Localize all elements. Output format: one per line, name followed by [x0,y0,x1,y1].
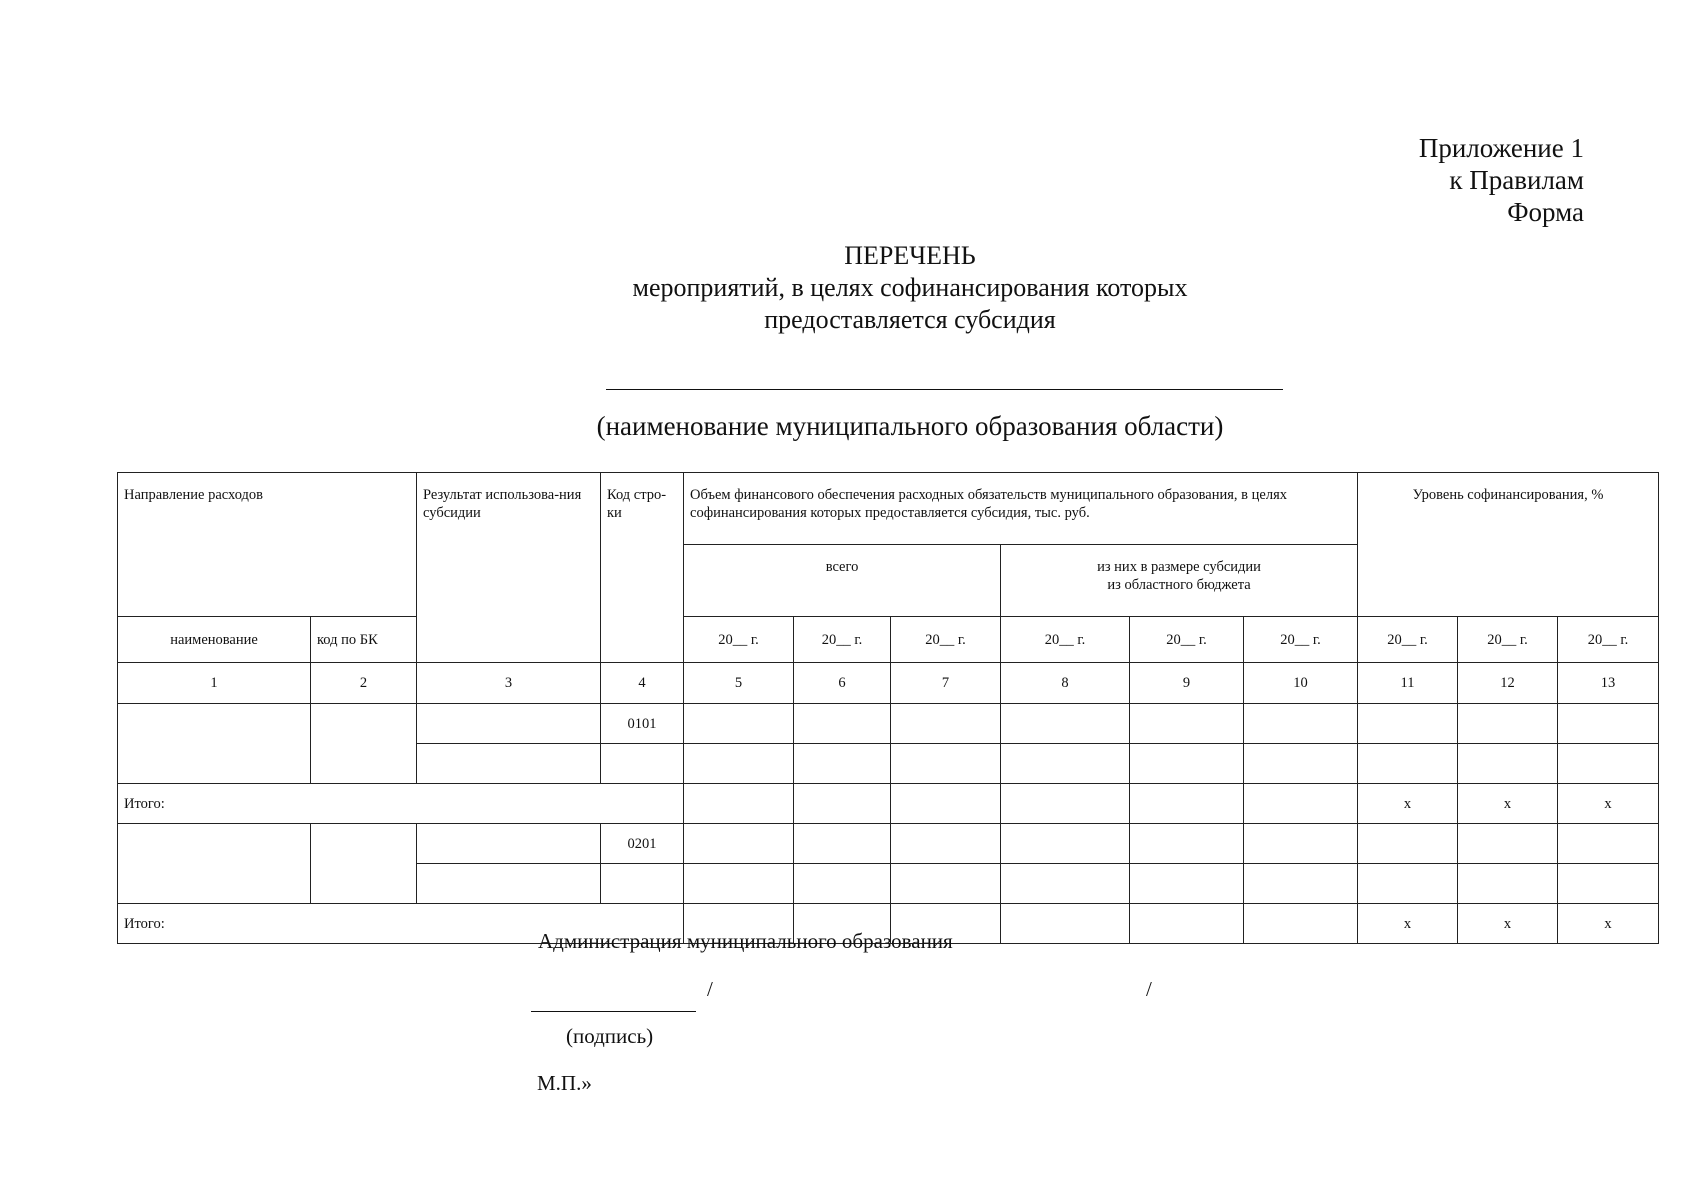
header-year: 20__ г. [1558,617,1659,663]
header-year: 20__ г. [1358,617,1458,663]
appendix-number: Приложение 1 [1418,133,1584,163]
value-cell[interactable] [891,864,1001,904]
not-applicable-mark: x [1358,904,1458,944]
title-line-3: предоставляется субсидия [764,305,1056,334]
value-cell[interactable] [891,704,1001,744]
title-line-2: мероприятий, в целях софинансирования которых [632,273,1188,302]
header-result: Результат использова-ния субсидии [417,473,601,663]
value-cell[interactable] [1130,824,1244,864]
column-number-row [118,663,1659,704]
appendix-header [1419,132,1584,228]
not-applicable-mark: x [1358,784,1458,824]
header-year: 20__ г. [1244,617,1358,663]
bk-code-cell[interactable] [311,824,417,904]
value-cell[interactable] [1130,744,1244,784]
value-cell[interactable] [794,744,891,784]
total-label: Итого: [118,784,684,824]
column-number: 10 [1244,663,1358,704]
header-year: 20__ г. [1001,617,1130,663]
header-row-code: Код стро-ки [601,473,684,663]
result-cell[interactable] [417,864,601,904]
not-applicable-mark: x [1458,784,1558,824]
column-number: 13 [1558,663,1659,704]
value-cell[interactable] [1001,904,1130,944]
header-direction: Направление расходов [118,473,417,617]
header-year: 20__ г. [1458,617,1558,663]
column-number: 1 [118,663,311,704]
signature-separator: / [707,977,713,1001]
header-cofinancing: Уровень софинансирования, % [1358,473,1659,617]
total-row [118,784,1659,824]
value-cell[interactable] [1244,744,1358,784]
value-cell[interactable] [1458,744,1558,784]
header-year: 20__ г. [891,617,1001,663]
stamp-place-label: М.П.» [537,1071,592,1095]
column-number: 4 [601,663,684,704]
value-cell[interactable] [794,704,891,744]
value-cell[interactable] [794,784,891,824]
column-number: 7 [891,663,1001,704]
header-year: 20__ г. [684,617,794,663]
signature-blank[interactable] [531,1011,696,1012]
appendix-reference: к Правилам [1449,165,1584,195]
municipality-name-blank[interactable] [606,389,1283,390]
column-number: 11 [1358,663,1458,704]
result-cell[interactable] [417,704,601,744]
value-cell[interactable] [1244,904,1358,944]
municipality-caption: (наименование муниципального образования области) [596,411,1224,441]
header-subsidy [1001,545,1358,617]
value-cell[interactable] [1558,744,1659,784]
value-cell[interactable] [1244,824,1358,864]
value-cell[interactable] [1001,864,1130,904]
value-cell[interactable] [1244,864,1358,904]
value-cell[interactable] [891,744,1001,784]
value-cell[interactable] [1001,744,1130,784]
result-cell[interactable] [417,824,601,864]
value-cell[interactable] [684,784,794,824]
header-volume: Объем финансового обеспечения расходных обязательств муниципального образования, в целях софинансирования которых предоставляется субсидия, тыс. руб. [684,473,1358,545]
header-bk-code: код по БК [311,617,417,663]
value-cell[interactable] [1130,704,1244,744]
table-row [118,704,1659,744]
value-cell[interactable] [1244,784,1358,824]
total-label: Итого: [118,904,684,944]
header-total: всего [684,545,1001,617]
activities-table [117,472,1659,944]
value-cell[interactable] [1130,904,1244,944]
bk-code-cell[interactable] [311,704,417,784]
value-cell[interactable] [1558,824,1659,864]
value-cell[interactable] [684,744,794,784]
header-year: 20__ г. [1130,617,1244,663]
value-cell[interactable] [1358,744,1458,784]
direction-name-cell[interactable] [118,704,311,784]
value-cell[interactable] [1130,864,1244,904]
value-cell[interactable] [1458,704,1558,744]
table-row [118,824,1659,864]
title-line-1: ПЕРЕЧЕНЬ [844,241,976,270]
result-cell[interactable] [417,744,601,784]
not-applicable-mark: x [1458,904,1558,944]
value-cell[interactable] [1458,864,1558,904]
row-code-cell[interactable] [601,744,684,784]
value-cell[interactable] [794,824,891,864]
column-number: 12 [1458,663,1558,704]
header-year: 20__ г. [794,617,891,663]
column-number: 5 [684,663,794,704]
value-cell[interactable] [891,784,1001,824]
value-cell[interactable] [684,824,794,864]
value-cell[interactable] [1001,824,1130,864]
row-code-cell: 0101 [601,704,684,744]
administration-label: Администрация муниципального образования [538,929,953,953]
value-cell[interactable] [1244,704,1358,744]
signature-caption: (подпись) [566,1024,654,1048]
row-code-cell[interactable] [601,864,684,904]
value-cell[interactable] [1458,824,1558,864]
value-cell[interactable] [684,704,794,744]
value-cell[interactable] [1358,704,1458,744]
value-cell[interactable] [1130,784,1244,824]
column-number: 3 [417,663,601,704]
value-cell[interactable] [1358,864,1458,904]
appendix-form-label: Форма [1507,197,1584,227]
not-applicable-mark: x [1558,784,1659,824]
column-number: 2 [311,663,417,704]
value-cell[interactable] [794,864,891,904]
row-code-cell: 0201 [601,824,684,864]
column-number: 6 [794,663,891,704]
name-separator: / [1146,977,1152,1001]
direction-name-cell[interactable] [118,824,311,904]
value-cell[interactable] [1358,824,1458,864]
header-name: наименование [118,617,311,663]
value-cell[interactable] [1001,784,1130,824]
value-cell[interactable] [1558,864,1659,904]
column-number: 9 [1130,663,1244,704]
header-subsidy-line-1: из них в размере субсидии [1097,559,1261,575]
column-number: 8 [1001,663,1130,704]
value-cell[interactable] [684,864,794,904]
not-applicable-mark: x [1558,904,1659,944]
value-cell[interactable] [1558,704,1659,744]
header-subsidy-line-2: из областного бюджета [1107,577,1251,593]
value-cell[interactable] [891,824,1001,864]
document-title [0,240,1697,336]
value-cell[interactable] [1001,704,1130,744]
